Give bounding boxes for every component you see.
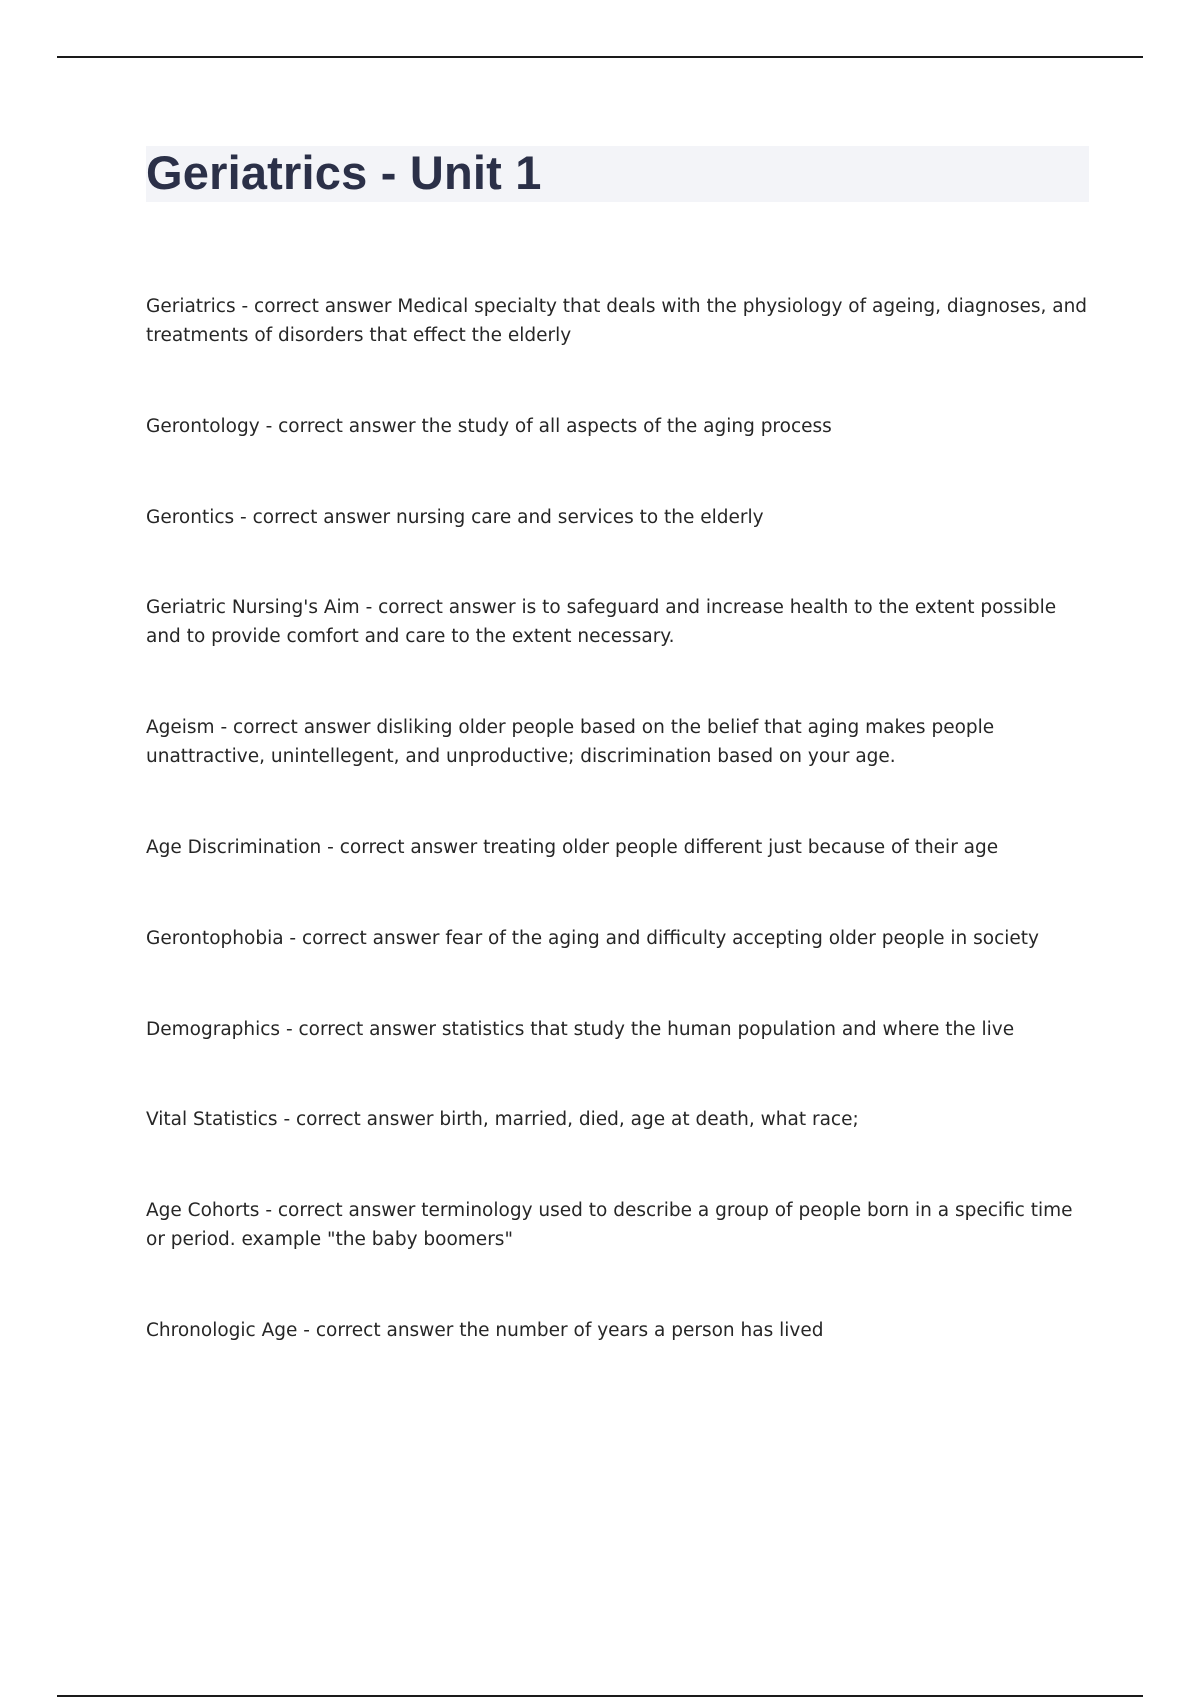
entry-answer: the study of all aspects of the aging process (421, 416, 832, 437)
entry-answer: nursing care and services to the elderly (395, 507, 764, 528)
entry-term: Gerontology (146, 416, 260, 437)
entry-separator: - correct answer (214, 717, 377, 738)
entry-separator: - correct answer (359, 597, 522, 618)
entry (146, 503, 1091, 532)
page-title: Geriatrics - Unit 1 (146, 146, 542, 199)
entry-answer: treating older people different just because of their age (483, 837, 999, 858)
entry-separator: - correct answer (235, 296, 398, 317)
entry-separator: - correct answer (259, 1200, 422, 1221)
entry (146, 924, 1091, 953)
entry-separator: - correct answer (234, 507, 396, 528)
entry-separator: - correct answer (321, 837, 484, 858)
entry-term: Ageism (146, 717, 215, 738)
entry-answer: fear of the aging and difficulty accepting older people in society (445, 928, 1039, 949)
entry (146, 1105, 1091, 1134)
entry (146, 713, 1091, 771)
entry-answer: Medical specialty that deals with the physiology of ageing, diagnoses, and treatments of disorders that effect the elderly (146, 296, 1088, 346)
entry (146, 593, 1091, 651)
entry (146, 833, 1091, 862)
entry-answer: terminology used to describe a group of people born in a specific time or period. example "the baby boomers" (146, 1200, 1073, 1250)
entry-answer: birth, married, died, age at death, what race; (439, 1109, 859, 1130)
entry-separator: - correct answer (277, 1109, 440, 1130)
entry-separator: - correct answer (297, 1320, 460, 1341)
entry-answer: statistics that study the human population and where the live (441, 1019, 1015, 1040)
bottom-rule (57, 1695, 1143, 1697)
entry-term: Age Cohorts (146, 1200, 260, 1221)
entry (146, 1316, 1091, 1345)
entry-term: Gerontophobia (146, 928, 284, 949)
entry-term: Geriatrics (146, 296, 236, 317)
entry-answer: is to safeguard and increase health to the extent possible and to provide comfort and care to the extent necessary. (146, 597, 1057, 647)
entry-separator: - correct answer (283, 928, 446, 949)
entry-term: Geriatric Nursing's Aim (146, 597, 360, 618)
entry (146, 412, 1091, 441)
entry-answer: the number of years a person has lived (459, 1320, 824, 1341)
entry-separator: - correct answer (280, 1019, 442, 1040)
entry-term: Gerontics (146, 507, 235, 528)
entry-term: Age Discrimination (146, 837, 322, 858)
entry-answer: disliking older people based on the belief that aging makes people unattractive, unintellegent, and unproductive; discrimination based on your age. (146, 717, 995, 767)
entry (146, 1015, 1091, 1044)
top-rule (57, 56, 1143, 58)
entry (146, 292, 1091, 350)
entry-term: Demographics (146, 1019, 281, 1040)
entry-term: Vital Statistics (146, 1109, 278, 1130)
entry-term: Chronologic Age (146, 1320, 298, 1341)
entry (146, 1196, 1091, 1254)
entry-separator: - correct answer (259, 416, 422, 437)
